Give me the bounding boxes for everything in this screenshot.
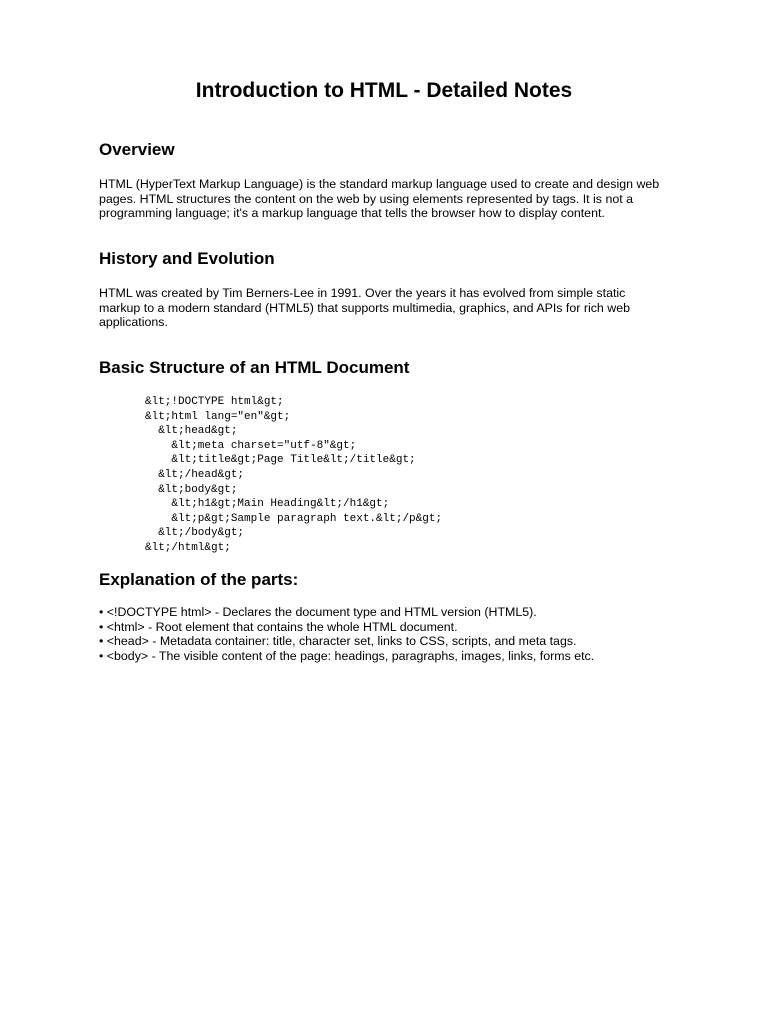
- code-line: &lt;/html&gt;: [145, 541, 231, 554]
- section-heading-overview: Overview: [99, 140, 175, 159]
- section-heading-basic-structure: Basic Structure of an HTML Document: [99, 358, 410, 377]
- list-item: • <html> - Root element that contains the whole HTML document.: [99, 619, 458, 634]
- code-line: &lt;p&gt;Sample paragraph text.&lt;/p&gt;: [145, 512, 443, 525]
- code-line: &lt;title&gt;Page Title&lt;/title&gt;: [145, 454, 416, 467]
- document-title: Introduction to HTML - Detailed Notes: [195, 79, 573, 102]
- code-line: &lt;head&gt;: [145, 425, 238, 438]
- list-item: • <head> - Metadata container: title, character set, links to CSS, scripts, and meta tags.: [99, 634, 577, 649]
- overview-paragraph: HTML (HyperText Markup Language) is the standard markup language used to create and design web pages. HTML structures the content on the web by using elements represented by tags. It is not a programming language; it's a markup language that tells the browser how to display content.: [99, 177, 660, 221]
- code-line: &lt;/head&gt;: [145, 468, 245, 481]
- code-line: &lt;!DOCTYPE html&gt;: [145, 396, 284, 408]
- list-item: • <body> - The visible content of the page: headings, paragraphs, images, links, forms etc.: [99, 648, 595, 663]
- code-line: &lt;/body&gt;: [145, 527, 245, 540]
- explanation-list: [99, 605, 699, 663]
- code-line: &lt;body&gt;: [145, 483, 238, 496]
- section-heading-history: History and Evolution: [99, 249, 275, 268]
- section-heading-explanation: Explanation of the parts:: [99, 570, 299, 589]
- list-item: • <!DOCTYPE html> - Declares the document type and HTML version (HTML5).: [99, 605, 537, 619]
- code-line: &lt;html lang="en"&gt;: [145, 410, 291, 423]
- code-line: &lt;meta charset="utf-8"&gt;: [145, 439, 357, 452]
- code-line: &lt;h1&gt;Main Heading&lt;/h1&gt;: [145, 498, 390, 511]
- history-paragraph: HTML was created by Tim Berners-Lee in 1991. Over the years it has evolved from simple static markup to a modern standard (HTML5) that supports multimedia, graphics, and APIs for rich web applications.: [99, 286, 630, 330]
- code-example: [145, 395, 442, 556]
